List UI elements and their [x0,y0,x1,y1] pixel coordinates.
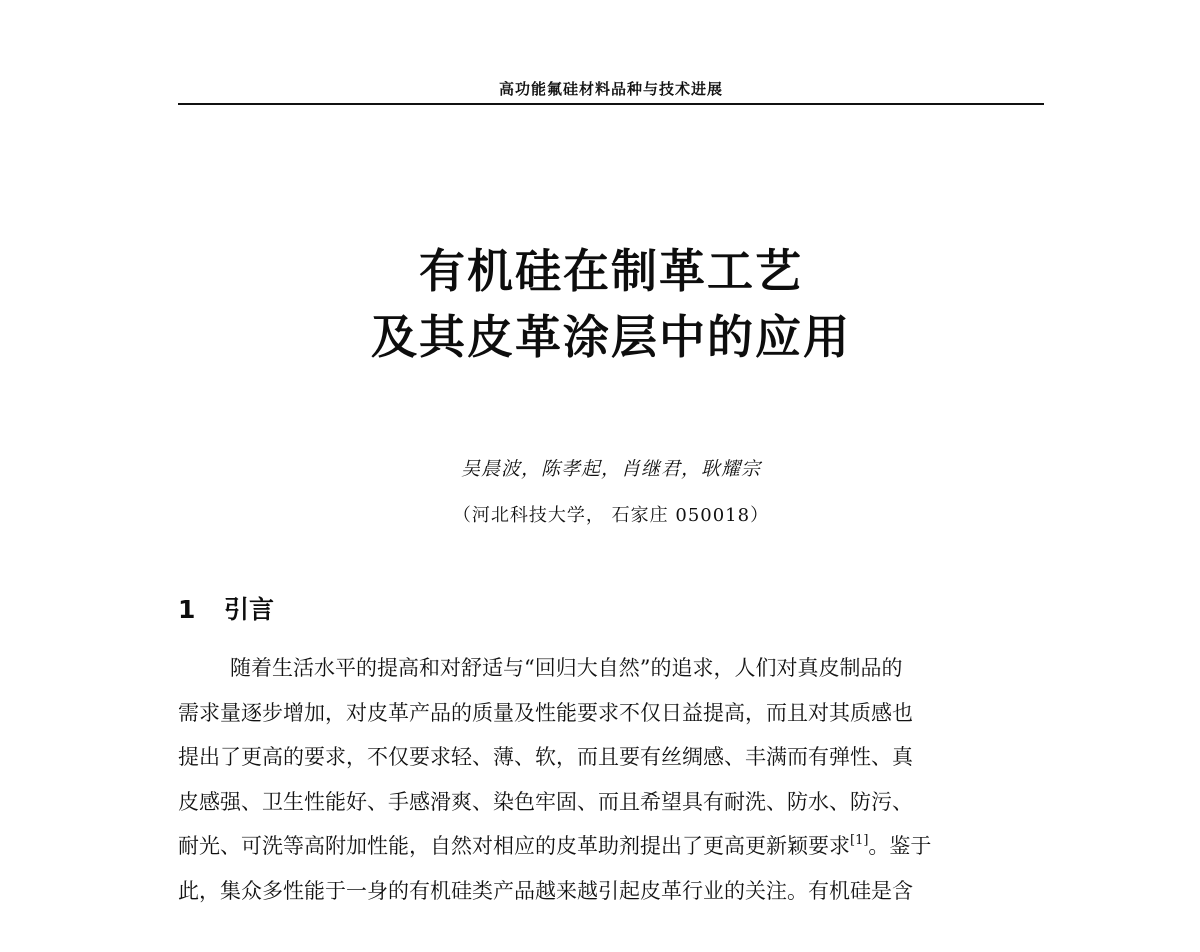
body-paragraph [178,646,1044,913]
title-line-2: 及其皮革涂层中的应用 [371,310,851,364]
article-title [178,238,1044,370]
section-number: 1 [178,595,196,624]
affiliation: （河北科技大学， 石家庄 050018） [452,505,770,526]
body-line-1: 随着生活水平的提高和对舒适与“回归大自然”的追求，人们对真皮制品的 [230,656,903,680]
body-line-2: 需求量逐步增加，对皮革产品的质量及性能要求不仅日益提高，而且对其质感也 [178,700,913,725]
citation-marker[interactable]: [1] [850,833,869,848]
body-line-3: 提出了更高的要求，不仅要求轻、薄、软，而且要有丝绸感、丰满而有弹性、真 [178,745,913,769]
running-header: 高功能氟硅材料品种与技术进展 [498,80,723,98]
body-line-4: 皮感强、卫生性能好、手感滑爽、染色牢固、而且希望具有耐洗、防水、防污、 [178,789,913,814]
body-line-5-tail: 。鉴于 [868,834,932,858]
author-list: 吴晨波，陈孝起，肖继君，耿耀宗 [460,458,761,480]
body-line-6: 此，集众多性能于一身的有机硅类产品越来越引起皮革行业的关注。有机硅是含 [178,878,913,903]
header-rule [178,103,1044,105]
section-heading [178,590,274,626]
title-line-1: 有机硅在制革工艺 [419,244,803,298]
section-title: 引言 [224,595,275,624]
body-line-5 [178,824,1044,869]
body-line-5-text: 耐光、可洗等高附加性能，自然对相应的皮革助剂提出了更高更新颖要求 [178,834,850,858]
